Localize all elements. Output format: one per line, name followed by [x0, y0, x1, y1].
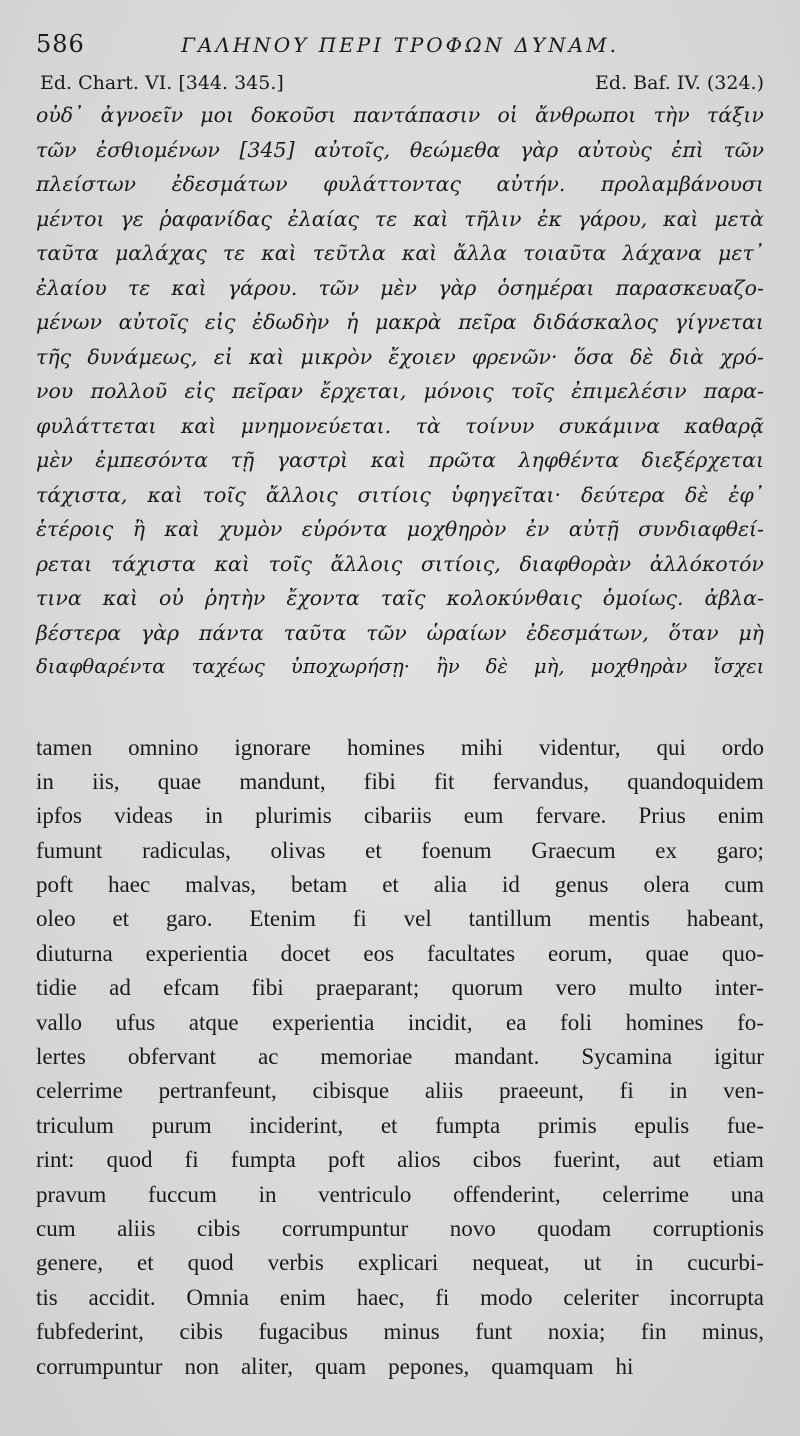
edition-reference-line [36, 70, 764, 96]
greek-text-line: διαφθαρέντα ταχέως ὑποχωρήσῃ· ἢν δὲ μὴ, μοχθηρὰν ἴσχει [36, 655, 765, 678]
running-title: ΓΑΛΗΝΟΥ ΠΕΡΙ ΤΡΟΦΩΝ ΔΥΝΑΜ. [181, 33, 619, 57]
latin-text-line: corrumpuntur non aliter, quam pepones, quamquam hi [36, 1353, 634, 1379]
greek-text-line: ρεται τάχιστα καὶ τοῖς ἄλλοις σιτίοις, διαφθορὰν ἀλλόκοτόν [36, 551, 764, 576]
greek-text-line: φυλάττεται καὶ μνημονεύεται. τὰ τοίνυν συκάμινα καθαρᾷ [36, 413, 764, 438]
page-number: 586 [36, 30, 85, 58]
latin-text-line: pravum fuccum in ventriculo offenderint, celerrime una [36, 1181, 764, 1207]
greek-text-block [36, 98, 764, 685]
latin-text-line: poft haec malvas, betam et alia id genus olera cum [36, 872, 764, 898]
edition-chart-reference: Ed. Chart. VI. [344. 345.] [40, 72, 284, 94]
greek-text-line: ἑτέροις ἢ καὶ χυμὸν εὑρόντα μοχθηρὸν ἐν αὐτῇ συνδιαφθεί- [36, 517, 764, 541]
greek-text-line: τάχιστα, καὶ τοῖς ἄλλοις σιτίοις ὑφηγεῖται· δεύτερα δὲ ἐφ᾽ [36, 482, 764, 507]
latin-text-line: fubfederint, cibis fugacibus minus funt noxia; fin minus, [36, 1319, 764, 1345]
greek-text-line: τινα καὶ οὐ ῥητὴν ἔχοντα ταῖς κολοκύνθαις ὁμοίως. ἀβλα- [36, 586, 764, 610]
latin-text-line: diuturna experientia docet eos facultates eorum, quae quo- [36, 940, 764, 966]
greek-text-line: μένων αὐτοῖς εἰς ἐδωδὴν ἡ μακρὰ πεῖρα διδάσκαλος γίγνεται [36, 310, 764, 334]
latin-text-line: vallo ufus atque experientia incidit, ea foli homines fo- [36, 1009, 764, 1035]
latin-text-line: triculum purum inciderint, et fumpta primis epulis fue- [36, 1112, 764, 1138]
greek-text-line: ταῦτα μαλάχας τε καὶ τεῦτλα καὶ ἄλλα τοιαῦτα λάχανα μετ᾽ [36, 241, 764, 265]
greek-text-line: τῶν ἐσθιομένων [345] αὐτοῖς, θεώμεθα γὰρ αὐτοὺς ἐπὶ τῶν [36, 137, 764, 162]
latin-text-line: ipfos videas in plurimis cibariis eum fervare. Prius enim [36, 803, 764, 829]
latin-text-line: lertes obfervant ac memoriae mandant. Sycamina igitur [36, 1044, 764, 1070]
greek-text-line: τῆς δυνάμεως, εἰ καὶ μικρὸν ἔχοιεν φρενῶν· ὅσα δὲ διὰ χρό- [36, 344, 764, 369]
latin-text-line: oleo et garo. Etenim fi vel tantillum mentis habeant, [36, 906, 764, 932]
greek-text-line: ἐλαίου τε καὶ γάρου. τῶν μὲν γὰρ ὁσημέραι παρασκευαζο- [36, 275, 764, 300]
greek-text-line: οὐδ᾽ ἀγνοεῖν μοι δοκοῦσι παντάπασιν οἱ ἄνθρωποι τὴν τάξιν [36, 103, 764, 127]
greek-text-line: βέστερα γὰρ πάντα ταῦτα τῶν ὡραίων ἐδεσμάτων, ὅταν μὴ [36, 620, 764, 645]
greek-text-line: πλείστων ἐδεσμάτων φυλάττοντας αὐτήν. προλαμβάνουσι [36, 172, 764, 196]
latin-text-line: cum aliis cibis corrumpuntur novo quodam corruptionis [36, 1215, 764, 1241]
latin-text-block [36, 731, 764, 1384]
latin-text-line: tamen omnino ignorare homines mihi videntur, qui ordo [36, 734, 764, 760]
latin-text-line: in iis, quae mandunt, fibi fit fervandus, quandoquidem [36, 768, 764, 794]
edition-basel-reference: Ed. Baf. IV. (324.) [595, 72, 764, 94]
running-head [36, 30, 764, 70]
latin-text-line: genere, et quod verbis explicari nequeat, ut in cucurbi- [36, 1250, 764, 1276]
latin-text-line: celerrime pertranfeunt, cibisque aliis praeeunt, fi in ven- [36, 1078, 764, 1104]
greek-text-line: μέντοι γε ῥαφανίδας ἐλαίας τε καὶ τῆλιν ἐκ γάρου, καὶ μετὰ [36, 206, 764, 231]
latin-text-line: tis accidit. Omnia enim haec, fi modo celeriter incorrupta [36, 1284, 764, 1310]
latin-text-line: tidie ad efcam fibi praeparant; quorum vero multo inter- [36, 975, 764, 1001]
greek-text-line: μὲν ἐμπεσόντα τῇ γαστρὶ καὶ πρῶτα ληφθέντα διεξέρχεται [36, 448, 764, 472]
latin-text-line: fumunt radiculas, olivas et foenum Graecum ex garo; [36, 837, 764, 863]
greek-text-line: νου πολλοῦ εἰς πεῖραν ἔρχεται, μόνοις τοῖς ἐπιμελέσιν παρα- [36, 379, 764, 403]
latin-text-line: rint: quod fi fumpta poft alios cibos fuerint, aut etiam [36, 1147, 764, 1173]
